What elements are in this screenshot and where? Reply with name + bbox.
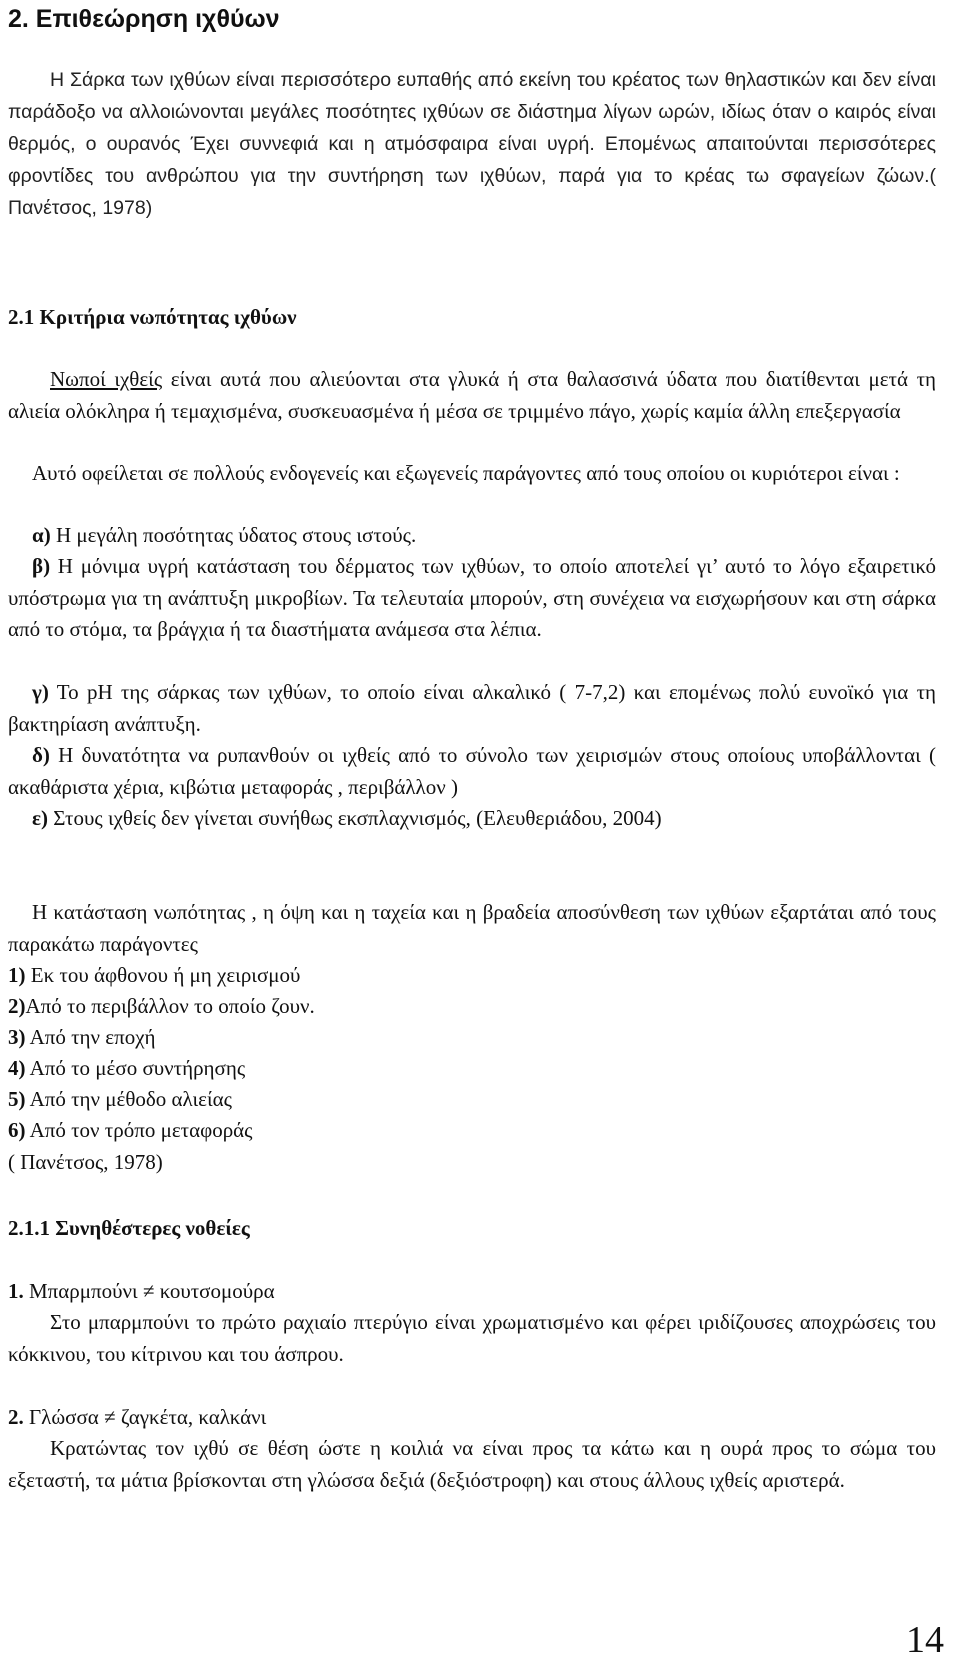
factor-marker: γ): [32, 680, 49, 704]
fish-name: ζαγκέτα, καλκάνι: [115, 1405, 267, 1429]
adulteration-heading: [8, 1402, 266, 1434]
condition-text: Από την εποχή: [25, 1025, 156, 1049]
conditions-intro: Η κατάσταση νωπότητας , η όψη και η ταχεία και η βραδεία αποσύνθεση των ιχθύων εξαρτάται από τους παρακάτω παράγοντες: [8, 900, 936, 956]
condition-marker: 3): [8, 1025, 26, 1049]
factor-marker: β): [32, 554, 51, 578]
intro-paragraph: Η Σάρκα των ιχθύων είναι περισσότερο ευπαθής από εκείνη του κρέατος των θηλαστικών και δεν είναι παράδοξο να αλλοιώνονται μεγάλες ποσότητες ιχθύων σε διάστημα λίγων ωρών, ιδίως όταν ο καιρός είναι θερμός, ο ουρανός Έχει συννεφιά και η ατμόσφαιρα είναι υγρή. Επομένως απαιτούνται περισσότερες φροντίδες του ανθρώπου για την συντήρηση των ιχθύων, παρά για το κρέας τω σφαγείων ζώων.( Πανέτσος, 1978): [8, 69, 936, 219]
defined-term: Νωποί ιχθείς: [50, 367, 163, 391]
factor-item: [32, 803, 662, 835]
factor-item: [8, 677, 936, 740]
condition-text: Από το μέσο συντήρησης: [25, 1056, 246, 1080]
condition-marker: 5): [8, 1087, 26, 1111]
condition-text: Από την μέθοδο αλιείας: [25, 1087, 232, 1111]
condition-marker: 6): [8, 1118, 26, 1142]
subsection-title-2-1-1: 2.1.1 Συνηθέστερες νοθείες: [8, 1216, 250, 1240]
section-title: 2. Επιθεώρηση ιχθύων: [8, 5, 280, 33]
factors-intro: Αυτό οφείλεται σε πολλούς ενδογενείς και εξωγενείς παράγοντες από τους οποίου οι κυριότεροι είναι :: [32, 461, 900, 485]
condition-item: [8, 1115, 253, 1147]
fish-name: Μπαρμπούνι: [23, 1279, 143, 1303]
condition-item: [8, 960, 300, 992]
not-equal-icon: ≠: [104, 1405, 116, 1429]
factor-item: [8, 740, 936, 803]
not-equal-icon: ≠: [142, 1279, 155, 1303]
subsection-title-2-1: 2.1 Κριτήρια νωπότητας ιχθύων: [8, 305, 297, 329]
definition-paragraph: [8, 364, 936, 427]
factor-item: [8, 520, 936, 552]
factor-text: Η μεγάλη ποσότητας ύδατος στους ιστούς.: [50, 523, 417, 547]
condition-item: [8, 1084, 232, 1116]
factor-marker: δ): [32, 743, 50, 767]
condition-text: Από τον τρόπο μεταφοράς: [25, 1118, 253, 1142]
page-number: 14: [906, 1619, 944, 1661]
factor-marker: α): [32, 523, 51, 547]
adulteration-body: Στο μπαρμπούνι το πρώτο ραχιαίο πτερύγιο είναι χρωματισμένο και φέρει ιριδίζουσες αποχρώσεις του κόκκινου, του κίτρινου και του άσπρου.: [8, 1310, 936, 1366]
fish-name: Γλώσσα: [23, 1405, 105, 1429]
item-number: 1.: [8, 1279, 24, 1303]
factor-item: [8, 551, 936, 646]
condition-marker: 4): [8, 1056, 26, 1080]
adulteration-heading: [8, 1276, 275, 1308]
condition-item: [8, 991, 315, 1023]
condition-marker: 1): [8, 963, 26, 987]
factor-text: Το pH της σάρκας των ιχθύων, το οποίο είναι αλκαλικό ( 7-7,2) και επομένως πολύ ευνοϊκό για τη βακτηρίαση ανάπτυξη.: [8, 680, 936, 736]
factor-text: Στους ιχθείς δεν γίνεται συνήθως εκσπλαχνισμός, (Ελευθεριάδου, 2004): [47, 806, 662, 830]
adulteration-body: Κρατώντας τον ιχθύ σε θέση ώστε η κοιλιά να είναι προς τα κάτω και η ουρά προς το σώμα του εξεταστή, τα μάτια βρίσκονται στη γλώσσα δεξιά (δεξιόστροφη) και στους άλλους ιχθείς αριστερά.: [8, 1436, 936, 1492]
factor-text: Η μόνιμα υγρή κατάσταση του δέρματος των ιχθύων, το οποίο αποτελεί γι’ αυτό το λόγο εξαιρετικό υπόστρωμα για τη ανάπτυξη μικροβίων. Τα τελευταία μπορούν, στη συνέχεια να εισχωρήσουν και στη σάρκα από το στόμα, τα βράγχια ή τα διαστήματα ανάμεσα στα λέπια.: [8, 554, 936, 641]
condition-marker: 2): [8, 994, 26, 1018]
factor-text: Η δυνατότητα να ρυπανθούν οι ιχθείς από το σύνολο των χειρισμών στους οποίους υποβάλλονται ( ακαθάριστα χέρια, κιβώτια μεταφοράς , περιβάλλον ): [8, 743, 936, 799]
fish-name: κουτσομούρα: [154, 1279, 275, 1303]
condition-item: [8, 1022, 156, 1054]
citation: ( Πανέτσος, 1978): [8, 1150, 163, 1174]
condition-text: Από το περιβάλλον το οποίο ζουν.: [25, 994, 315, 1018]
condition-text: Εκ του άφθονου ή μη χειρισμού: [25, 963, 301, 987]
definition-text: είναι αυτά που αλιεύονται στα γλυκά ή στα θαλασσινά ύδατα που διατίθενται μετά τη αλιεία ολόκληρα ή τεμαχισμένα, συσκευασμένα ή μέσα σε τριμμένο πάγο, χωρίς καμία άλλη επεξεργασία: [8, 367, 936, 423]
condition-item: [8, 1053, 245, 1085]
item-number: 2.: [8, 1405, 24, 1429]
factor-marker: ε): [32, 806, 48, 830]
